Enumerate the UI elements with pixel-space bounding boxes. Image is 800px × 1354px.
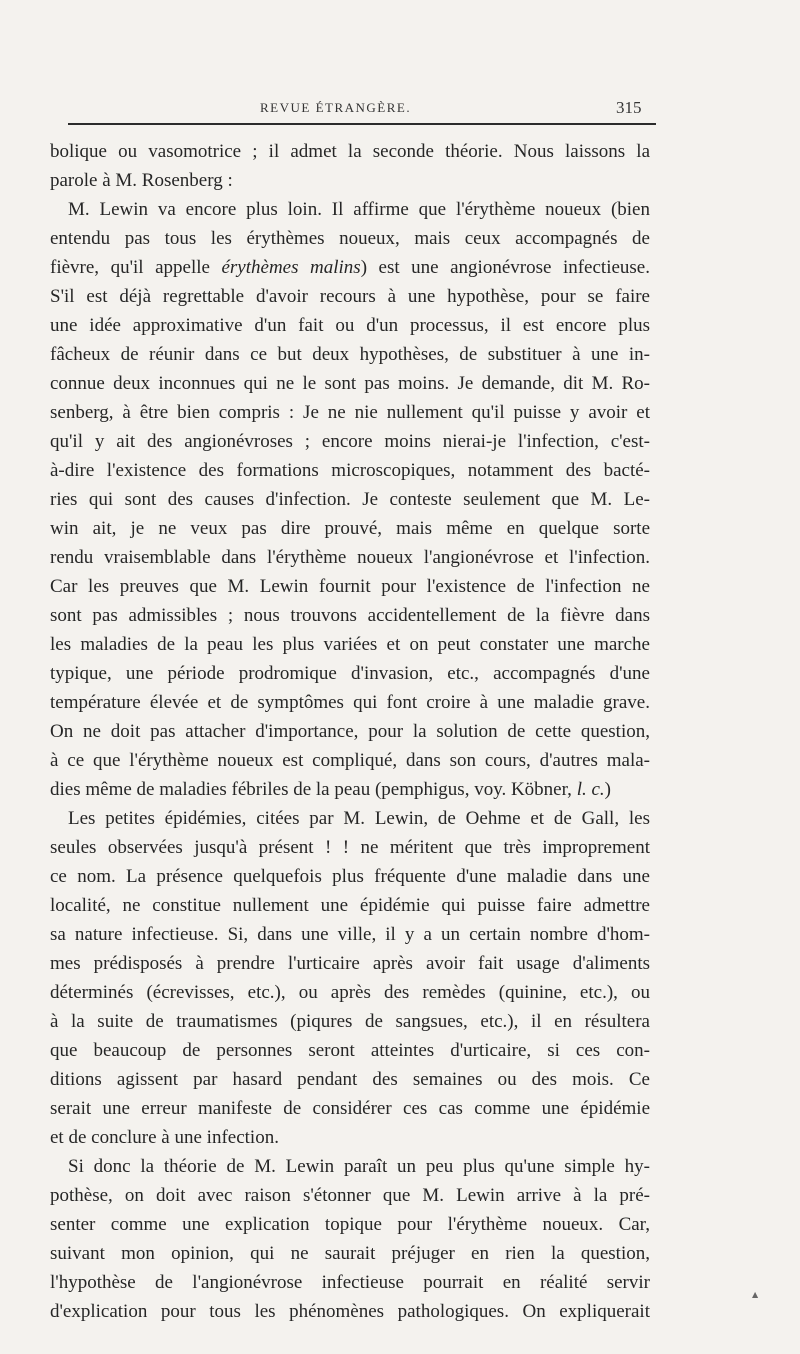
text-line: connue deux inconnues qui ne le sont pas moins. Je demande, dit M. Ro- — [50, 373, 650, 394]
text-fragment: ) est une angionévrose infectieuse. — [360, 257, 650, 278]
text-line: ce nom. La présence quelquefois plus fréquente d'une maladie dans une — [50, 866, 650, 887]
body-text — [50, 137, 650, 1326]
text-line: parole à M. Rosenberg : — [50, 170, 233, 191]
text-line: sa nature infectieuse. Si, dans une ville, il y a un certain nombre d'hom- — [50, 924, 650, 945]
text-line — [50, 253, 650, 282]
text-line: M. Lewin va encore plus loin. Il affirme que l'érythème noueux (bien — [68, 199, 650, 220]
text-line: l'hypothèse de l'angionévrose infectieuse pourrait en réalité servir — [50, 1272, 650, 1293]
text-line: Si donc la théorie de M. Lewin paraît un peu plus qu'une simple hy- — [68, 1156, 650, 1177]
text-line: rendu vraisemblable dans l'érythème noueux l'angionévrose et l'infection. — [50, 547, 650, 568]
text-line: à ce que l'érythème noueux est compliqué, dans son cours, d'autres mala- — [50, 750, 650, 771]
text-line: S'il est déjà regrettable d'avoir recours à une hypothèse, pour se faire — [50, 286, 650, 307]
text-line: senberg, à être bien compris : Je ne nie nullement qu'il puisse y avoir et — [50, 402, 650, 423]
fold-mark: ▲ — [752, 1290, 759, 1299]
text-line: senter comme une explication topique pour l'érythème noueux. Car, — [50, 1214, 650, 1235]
text-line: que beaucoup de personnes seront atteintes d'urticaire, si ces con- — [50, 1040, 650, 1061]
text-fragment: ) — [604, 779, 611, 800]
text-line: à la suite de traumatismes (piqures de sangsues, etc.), il en résultera — [50, 1011, 650, 1032]
text-fragment: dies même de maladies fébriles de la peau (pemphigus, voy. Köbner, — [50, 779, 577, 800]
text-line: déterminés (écrevisses, etc.), ou après des remèdes (quinine, etc.), ou — [50, 982, 650, 1003]
text-line: ries qui sont des causes d'infection. Je conteste seulement que M. Le- — [50, 489, 650, 510]
text-line: On ne doit pas attacher d'importance, pour la solution de cette question, — [50, 721, 650, 742]
text-line: et de conclure à une infection. — [50, 1127, 279, 1148]
italic-citation: l. c. — [576, 779, 605, 800]
text-line: pothèse, on doit avec raison s'étonner que M. Lewin arrive à la pré- — [50, 1185, 650, 1206]
text-line: typique, une période prodromique d'invasion, etc., accompagnés d'une — [50, 663, 650, 684]
text-line: Car les preuves que M. Lewin fournit pour l'existence de l'infection ne — [50, 576, 650, 597]
running-head — [0, 100, 800, 122]
text-line: d'explication pour tous les phénomènes pathologiques. On expliquerait — [50, 1301, 650, 1322]
text-line: suivant mon opinion, qui ne saurait préjuger en rien la question, — [50, 1243, 650, 1264]
text-line: ditions agissent par hasard pendant des semaines ou des mois. Ce — [50, 1069, 650, 1090]
text-line: win ait, je ne veux pas dire prouvé, mais même en quelque sorte — [50, 518, 650, 539]
text-fragment: fièvre, qu'il appelle — [50, 257, 222, 278]
text-line: seules observées jusqu'à présent ! ! ne méritent que très improprement — [50, 837, 650, 858]
italic-term: érythèmes malins — [221, 257, 361, 278]
text-line: à-dire l'existence des formations microscopiques, notamment des bacté- — [50, 460, 650, 481]
text-line: localité, ne constitue nullement une épidémie qui puisse faire admettre — [50, 895, 650, 916]
text-line: qu'il y ait des angionévroses ; encore moins nierai-je l'infection, c'est- — [50, 431, 650, 452]
header-rule — [68, 123, 656, 125]
text-line: sont pas admissibles ; nous trouvons accidentellement de la fièvre dans — [50, 605, 650, 626]
text-line: mes prédisposés à prendre l'urticaire après avoir fait usage d'aliments — [50, 953, 650, 974]
text-line: Les petites épidémies, citées par M. Lewin, de Oehme et de Gall, les — [68, 808, 650, 829]
running-title: REVUE ÉTRANGÈRE. — [260, 100, 412, 115]
text-line: température élevée et de symptômes qui font croire à une maladie grave. — [50, 692, 650, 713]
text-line: une idée approximative d'un fait ou d'un processus, il est encore plus — [50, 315, 650, 336]
text-line: entendu pas tous les érythèmes noueux, mais ceux accompagnés de — [50, 228, 650, 249]
text-line: serait une erreur manifeste de considérer ces cas comme une épidémie — [50, 1098, 650, 1119]
text-line: fâcheux de réunir dans ce but deux hypothèses, de substituer à une in- — [50, 344, 650, 365]
text-line — [50, 775, 650, 804]
page-number: 315 — [616, 98, 642, 117]
text-line: bolique ou vasomotrice ; il admet la seconde théorie. Nous laissons la — [50, 141, 650, 162]
text-line: les maladies de la peau les plus variées et on peut constater une marche — [50, 634, 650, 655]
